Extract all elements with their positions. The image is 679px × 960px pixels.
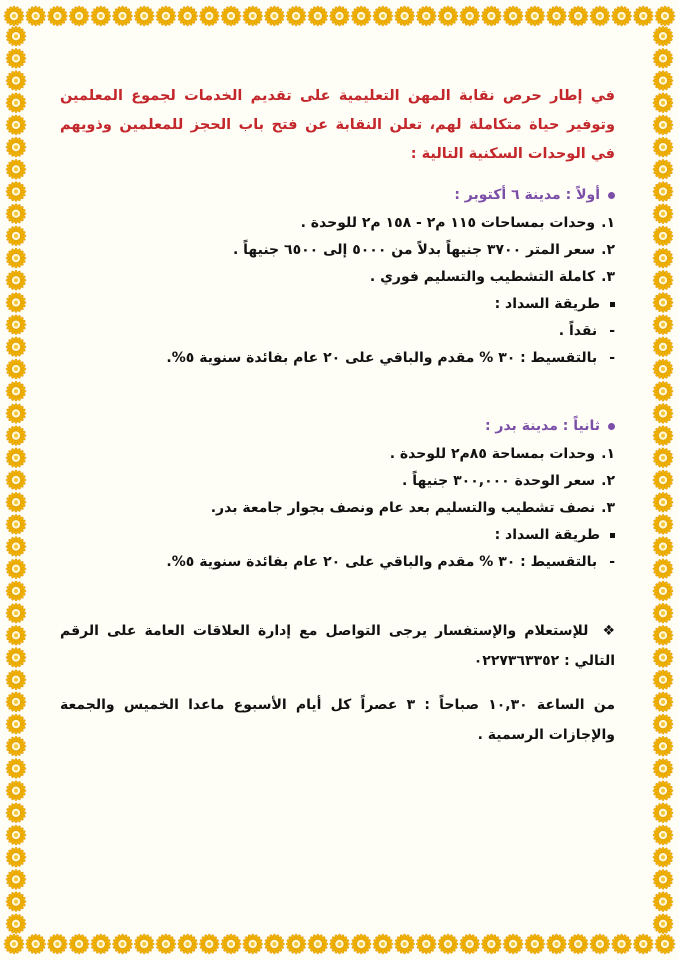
sunflower-icon: [653, 181, 673, 201]
sunflower-icon: [178, 934, 198, 954]
sunflower-icon: [6, 581, 26, 601]
sunflower-icon: [460, 934, 480, 954]
sunflower-icon: [653, 403, 673, 423]
sunflower-icon: [351, 934, 371, 954]
sunflower-icon: [6, 226, 26, 246]
sunflower-icon: [503, 6, 523, 26]
list-number: ١.: [601, 446, 615, 462]
sunflower-icon: [653, 448, 673, 468]
sunflower-icon: [112, 6, 132, 26]
sunflower-icon: [156, 934, 176, 954]
section-6-october-title: [60, 187, 615, 203]
sunflower-icon: [653, 581, 673, 601]
list-text: نصف تشطيب والتسليم بعد عام ونصف بجوار جامعة بدر.: [210, 500, 596, 516]
sunflower-icon: [6, 181, 26, 201]
sunflower-icon: [351, 6, 371, 26]
sunflower-icon: [653, 514, 673, 534]
sunflower-icon: [6, 270, 26, 290]
sunflower-icon: [6, 115, 26, 135]
sunflower-icon: [653, 825, 673, 845]
sunflower-icon: [264, 934, 284, 954]
sunflower-icon: [6, 825, 26, 845]
sunflower-icon: [653, 226, 673, 246]
sunflower-icon: [653, 692, 673, 712]
sunflower-icon: [416, 934, 436, 954]
sunflower-icon: [373, 934, 393, 954]
sunflower-icon: [6, 625, 26, 645]
sunflower-icon: [395, 934, 415, 954]
sunflower-icon: [6, 914, 26, 934]
sunflower-icon: [653, 270, 673, 290]
sunflower-icon: [416, 6, 436, 26]
sunflower-icon: [308, 934, 328, 954]
list-text: سعر الوحدة ٣٠٠,٠٠٠ جنيهاً .: [402, 473, 596, 489]
sunflower-icon: [69, 934, 89, 954]
list-number: ٢.: [601, 473, 615, 489]
sunflower-icon: [26, 6, 46, 26]
sunflower-icon: [6, 337, 26, 357]
sunflower-icon: [655, 934, 675, 954]
sunflower-icon: [546, 934, 566, 954]
payment-label: [60, 527, 615, 543]
sunflower-icon: [653, 603, 673, 623]
list-number: ٣.: [601, 269, 615, 285]
sunflower-icon: [438, 6, 458, 26]
sunflower-icon: [6, 536, 26, 556]
list-item: [60, 473, 615, 489]
sunflower-icon: [655, 6, 675, 26]
sunflower-icon: [6, 714, 26, 734]
sunflower-icon: [653, 137, 673, 157]
payment-option-text: نقداً .: [558, 323, 598, 339]
sunflower-icon: [653, 115, 673, 135]
announcement-body: [60, 68, 615, 898]
contact-text: للإستعلام والإستفسار يرجى التواصل مع إدارة العلاقات العامة على الرقم التالي : ٠٢٢٧٣٦٣٣٥٢: [60, 623, 615, 669]
sunflower-icon: [6, 426, 26, 446]
sunflower-icon: [481, 934, 501, 954]
sunflower-icon: [178, 6, 198, 26]
sunflower-icon: [653, 492, 673, 512]
sunflower-icon: [6, 381, 26, 401]
sunflower-icon: [653, 315, 673, 335]
sunflower-icon: [633, 6, 653, 26]
sunflower-icon: [329, 6, 349, 26]
sunflower-icon: [590, 934, 610, 954]
list-number: ٢.: [601, 242, 615, 258]
section-title-text: أولاً : مدينة ٦ أكتوبر :: [454, 187, 600, 203]
sunflower-icon: [653, 758, 673, 778]
square-bullet-icon: [610, 302, 615, 307]
sunflower-icon: [264, 6, 284, 26]
sunflower-icon: [6, 559, 26, 579]
sunflower-icon: [611, 6, 631, 26]
sunflower-icon: [6, 48, 26, 68]
dash-bullet-icon: -: [609, 323, 615, 339]
payment-option: [60, 554, 615, 570]
sunflower-icon: [373, 6, 393, 26]
sunflower-icon: [653, 736, 673, 756]
sunflower-icon: [633, 934, 653, 954]
list-number: ٣.: [601, 500, 615, 516]
sunflower-icon: [481, 6, 501, 26]
sunflower-icon: [653, 470, 673, 490]
list-text: وحدات بمساحة ٨٥م٢ للوحدة .: [389, 446, 596, 462]
sunflower-icon: [653, 803, 673, 823]
sunflower-icon: [286, 934, 306, 954]
sunflower-icon: [653, 337, 673, 357]
sunflower-icon: [199, 934, 219, 954]
sunflower-icon: [653, 559, 673, 579]
sunflower-icon: [4, 934, 24, 954]
sunflower-icon: [653, 781, 673, 801]
sunflower-icon: [653, 93, 673, 113]
sunflower-icon: [546, 6, 566, 26]
sunflower-icon: [438, 934, 458, 954]
sunflower-icon: [503, 934, 523, 954]
sunflower-icon: [653, 381, 673, 401]
sunflower-icon: [286, 6, 306, 26]
sunflower-icon: [653, 536, 673, 556]
sunflower-icon: [47, 6, 67, 26]
sunflower-icon: [6, 892, 26, 912]
sunflower-icon: [6, 803, 26, 823]
office-hours: من الساعة ١٠,٣٠ صباحاً : ٣ عصراً كل أيام الأسبوع ماعدا الخميس والجمعة والإجازات الرسمية .: [60, 697, 615, 743]
square-bullet-icon: [610, 533, 615, 538]
sunflower-icon: [395, 6, 415, 26]
sunflower-icon: [568, 6, 588, 26]
sunflower-icon: [6, 292, 26, 312]
sunflower-icon: [653, 292, 673, 312]
sunflower-icon: [6, 70, 26, 90]
sunflower-icon: [6, 359, 26, 379]
bullet-icon: [608, 192, 615, 199]
bullet-icon: [608, 423, 615, 430]
sunflower-icon: [6, 847, 26, 867]
section-badr-title: [60, 418, 615, 434]
sunflower-icon: [653, 248, 673, 268]
sunflower-icon: [6, 670, 26, 690]
payment-option: [60, 323, 615, 339]
list-item: [60, 269, 615, 285]
payment-label: [60, 296, 615, 312]
sunflower-icon: [47, 934, 67, 954]
sunflower-icon: [653, 426, 673, 446]
sunflower-icon: [6, 603, 26, 623]
sunflower-icon: [460, 6, 480, 26]
list-number: ١.: [601, 215, 615, 231]
sunflower-icon: [221, 6, 241, 26]
sunflower-icon: [653, 70, 673, 90]
section-title-text: ثانياً : مدينة بدر :: [484, 418, 600, 434]
sunflower-icon: [6, 137, 26, 157]
sunflower-icon: [221, 934, 241, 954]
sunflower-icon: [6, 448, 26, 468]
payment-label-text: طريقة السداد :: [494, 527, 600, 543]
list-item: [60, 500, 615, 516]
list-text: وحدات بمساحات ١١٥ م٢ - ١٥٨ م٢ للوحدة .: [300, 215, 596, 231]
sunflower-icon: [653, 714, 673, 734]
sunflower-icon: [329, 934, 349, 954]
sunflower-icon: [6, 403, 26, 423]
payment-label-text: طريقة السداد :: [494, 296, 600, 312]
sunflower-icon: [653, 204, 673, 224]
sunflower-icon: [525, 6, 545, 26]
dash-bullet-icon: -: [609, 350, 615, 366]
sunflower-icon: [653, 159, 673, 179]
intro-paragraph: في إطار حرص نقابة المهن التعليمية على تقديم الخدمات لجموع المعلمين وتوفير حياة متكاملة لهم، تعلن النقابة عن فتح باب الحجز للمعلمين وذويهم في الوحدات السكنية التالية :: [60, 88, 615, 162]
sunflower-icon: [6, 647, 26, 667]
sunflower-icon: [653, 26, 673, 46]
sunflower-icon: [6, 204, 26, 224]
sunflower-icon: [6, 159, 26, 179]
sunflower-icon: [6, 470, 26, 490]
sunflower-icon: [6, 93, 26, 113]
sunflower-icon: [653, 359, 673, 379]
sunflower-icon: [134, 6, 154, 26]
payment-option: [60, 350, 615, 366]
sunflower-icon: [590, 6, 610, 26]
payment-option-text: بالتقسيط : ٣٠ % مقدم والباقي على ٢٠ عام بفائدة سنوية ٥%.: [166, 554, 598, 570]
dash-bullet-icon: -: [609, 554, 615, 570]
list-text: كاملة التشطيب والتسليم فوري .: [369, 269, 596, 285]
list-item: [60, 215, 615, 231]
sunflower-icon: [653, 892, 673, 912]
sunflower-icon: [6, 781, 26, 801]
sunflower-icon: [6, 26, 26, 46]
list-item: [60, 446, 615, 462]
sunflower-icon: [4, 6, 24, 26]
sunflower-icon: [6, 514, 26, 534]
sunflower-icon: [6, 736, 26, 756]
sunflower-icon: [653, 847, 673, 867]
contact-info: [60, 616, 615, 676]
sunflower-icon: [69, 6, 89, 26]
sunflower-icon: [243, 6, 263, 26]
sunflower-icon: [653, 869, 673, 889]
sunflower-icon: [134, 934, 154, 954]
sunflower-icon: [6, 758, 26, 778]
sunflower-icon: [653, 647, 673, 667]
sunflower-icon: [6, 492, 26, 512]
sunflower-icon: [6, 315, 26, 335]
sunflower-icon: [199, 6, 219, 26]
sunflower-icon: [6, 869, 26, 889]
sunflower-icon: [611, 934, 631, 954]
diamond-bullet-icon: ❖: [602, 623, 616, 639]
sunflower-icon: [653, 914, 673, 934]
sunflower-icon: [156, 6, 176, 26]
payment-option-text: بالتقسيط : ٣٠ % مقدم والباقي على ٢٠ عام بفائدة سنوية ٥%.: [166, 350, 598, 366]
sunflower-icon: [243, 934, 263, 954]
sunflower-icon: [91, 934, 111, 954]
sunflower-icon: [308, 6, 328, 26]
sunflower-icon: [653, 670, 673, 690]
sunflower-icon: [653, 625, 673, 645]
sunflower-icon: [112, 934, 132, 954]
list-text: سعر المتر ٣٧٠٠ جنيهاً بدلاً من ٥٠٠٠ إلى ٦٥٠٠ جنيهاً .: [232, 242, 596, 258]
list-item: [60, 242, 615, 258]
sunflower-icon: [6, 248, 26, 268]
sunflower-icon: [568, 934, 588, 954]
sunflower-icon: [26, 934, 46, 954]
sunflower-icon: [525, 934, 545, 954]
sunflower-icon: [653, 48, 673, 68]
sunflower-icon: [6, 692, 26, 712]
sunflower-icon: [91, 6, 111, 26]
